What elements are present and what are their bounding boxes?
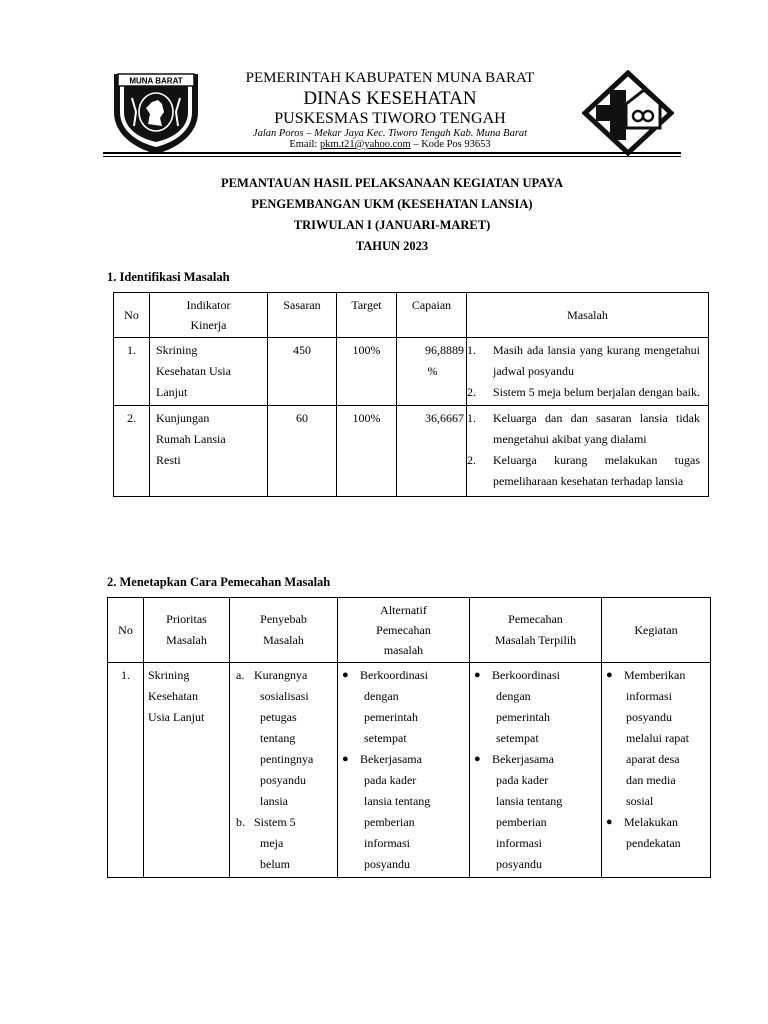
row-target: 100% bbox=[337, 406, 397, 497]
list-item: 1. Masih ada lansia yang kurang mengetahui jadwal posyandu bbox=[467, 343, 700, 378]
government-name: PEMERINTAH KABUPATEN MUNA BARAT bbox=[245, 70, 535, 86]
bullet-icon: ● bbox=[606, 816, 613, 828]
list-item: ● Berkoordinasi dengan pemerintah setempat bbox=[338, 665, 465, 749]
row-no: 1. bbox=[114, 338, 150, 406]
list-item: ● Bekerjasama pada kader lansia tentang pemberian informasi posyandu bbox=[470, 749, 597, 875]
col-indikator: Indikator Kinerja bbox=[150, 293, 268, 338]
row-sasaran: 450 bbox=[268, 338, 337, 406]
contact-line bbox=[200, 139, 580, 150]
doc-title-line1: PEMANTAUAN HASIL PELAKSANAAN KEGIATAN UPAYA bbox=[221, 176, 563, 190]
header-rule bbox=[103, 152, 681, 154]
email-link[interactable]: pkm.t21@yahoo.com bbox=[319, 139, 411, 150]
doc-title-line4: TAHUN 2023 bbox=[355, 239, 429, 253]
table-row bbox=[114, 338, 709, 406]
col-masalah: Masalah bbox=[467, 293, 709, 338]
table-header-row bbox=[108, 598, 711, 663]
list-item: 2. Sistem 5 meja belum berjalan dengan baik. bbox=[467, 385, 700, 399]
col-capaian: Capaian bbox=[397, 293, 467, 338]
header-rule-thin bbox=[103, 156, 681, 157]
bullet-icon: ● bbox=[474, 753, 481, 765]
col-sasaran: Sasaran bbox=[268, 293, 337, 338]
problem-solving-table bbox=[107, 597, 711, 878]
col-no: No bbox=[108, 598, 144, 663]
problem-identification-table bbox=[113, 292, 709, 497]
col-no: No bbox=[114, 293, 150, 338]
col-penyebab: Penyebab Masalah bbox=[230, 598, 338, 663]
email-label: Email: bbox=[289, 139, 320, 150]
row-no: 1. bbox=[108, 663, 144, 878]
table-row bbox=[114, 406, 709, 497]
list-item: 2. Keluarga kurang melakukan tugas pemeliharaan kesehatan terhadap lansia bbox=[467, 453, 700, 488]
department-name: DINAS KESEHATAN bbox=[303, 88, 477, 109]
bullet-icon: ● bbox=[342, 669, 349, 681]
row-masalah bbox=[467, 338, 709, 406]
col-pemecahan: Pemecahan Masalah Terpilih bbox=[470, 598, 602, 663]
bullet-icon: ● bbox=[342, 753, 349, 765]
row-sasaran: 60 bbox=[268, 406, 337, 497]
address: Jalan Poros – Mekar Jaya Kec. Tiworo Tengah Kab. Muna Barat bbox=[252, 128, 528, 139]
col-kegiatan: Kegiatan bbox=[602, 598, 711, 663]
list-item: b. Sistem 5 meja belum bbox=[236, 815, 296, 871]
list-item: a. Kurangnya sosialisasi petugas tentang pentingnya posyandu lansia bbox=[236, 668, 314, 808]
row-pemecahan bbox=[470, 663, 602, 878]
district-logo bbox=[106, 68, 206, 156]
list-item: ● Memberikan informasi posyandu melalui rapat aparat desa dan media sosial bbox=[602, 665, 706, 812]
svg-text:MUNA BARAT: MUNA BARAT bbox=[129, 76, 183, 86]
doc-title-line2: PENGEMBANGAN UKM (KESEHATAN LANSIA) bbox=[251, 197, 533, 211]
row-penyebab bbox=[230, 663, 338, 878]
row-kegiatan bbox=[602, 663, 711, 878]
postcode: – Kode Pos 93653 bbox=[410, 139, 491, 150]
table-row bbox=[108, 663, 711, 878]
row-no: 2. bbox=[114, 406, 150, 497]
col-alternatif: Alternatif Pemecahan masalah bbox=[338, 598, 470, 663]
row-prioritas: Skrining Kesehatan Usia Lanjut bbox=[144, 663, 230, 878]
section2-heading: 2. Menetapkan Cara Pemecahan Masalah bbox=[107, 575, 331, 589]
section1-heading: 1. Identifikasi Masalah bbox=[107, 270, 230, 284]
row-capaian: 36,6667 bbox=[397, 406, 467, 497]
col-prioritas: Prioritas Masalah bbox=[144, 598, 230, 663]
puskesmas-logo bbox=[582, 70, 674, 156]
bullet-icon: ● bbox=[474, 669, 481, 681]
row-indikator: Kunjungan Rumah Lansia Resti bbox=[150, 406, 268, 497]
row-indikator: Skrining Kesehatan Usia Lanjut bbox=[150, 338, 268, 406]
row-alternatif bbox=[338, 663, 470, 878]
list-item: ● Melakukan pendekatan bbox=[602, 812, 706, 854]
doc-title-line3: TRIWULAN I (JANUARI-MARET) bbox=[293, 218, 491, 232]
col-target: Target bbox=[337, 293, 397, 338]
row-target: 100% bbox=[337, 338, 397, 406]
row-capaian: 96,8889 % bbox=[397, 338, 467, 406]
table-header-row bbox=[114, 293, 709, 338]
list-item: 1. Keluarga dan dan sasaran lansia tidak mengetahui akibat yang dialami bbox=[467, 411, 700, 446]
bullet-icon: ● bbox=[606, 669, 613, 681]
row-masalah bbox=[467, 406, 709, 497]
list-item: ● Bekerjasama pada kader lansia tentang pemberian informasi posyandu bbox=[338, 749, 465, 875]
list-item: ● Berkoordinasi dengan pemerintah setempat bbox=[470, 665, 597, 749]
puskesmas-name: PUSKESMAS TIWORO TENGAH bbox=[274, 110, 506, 127]
